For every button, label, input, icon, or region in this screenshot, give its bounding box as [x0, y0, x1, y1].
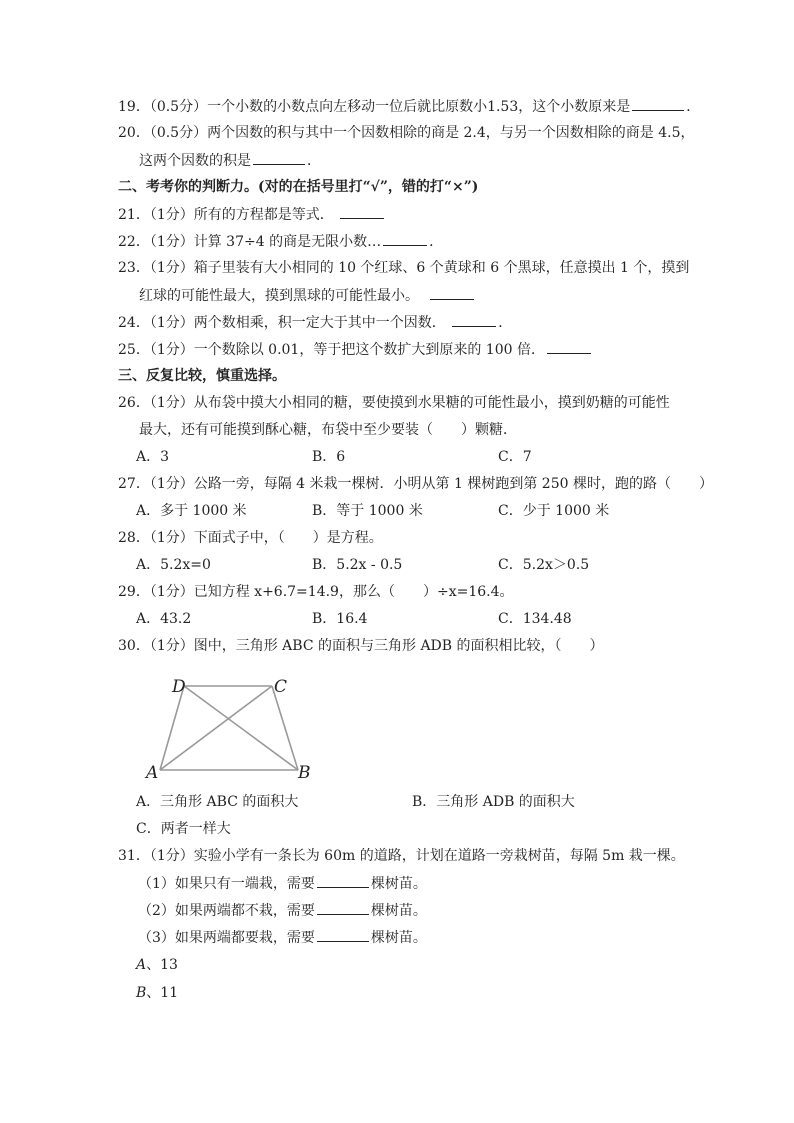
answer-blank[interactable] [317, 873, 369, 888]
q28-option-a[interactable]: A．5.2x=0 [136, 557, 211, 573]
q30-option-c[interactable]: C．两者一样大 [136, 821, 231, 837]
question-27-line1: 27．（1分）公路一旁，每隔 4 米栽一棵树．小明从第 1 棵树跑到第 250 棵时，跑的路（ ） [118, 476, 713, 492]
answer-blank[interactable] [253, 150, 305, 165]
q28-option-c[interactable]: C．5.2x＞0.5 [498, 557, 590, 573]
question-29-line1: 29．（1分）已知方程 x+6.7=14.9，那么（ ）÷x=16.4。 [118, 584, 514, 600]
q29-option-a[interactable]: A．43.2 [136, 611, 192, 627]
question-28-line1: 28．（1分）下面式子中，（ ）是方程。 [118, 530, 383, 546]
trapezoid-figure [140, 670, 320, 785]
question-30-line1: 30．（1分）图中，三角形 ABC 的面积与三角形 ADB 的面积相比较，（ ） [118, 638, 604, 654]
question-19: 19．（0.5分）一个小数的小数点向左移动一位后就比原数小1.53，这个小数原来是 ． [118, 96, 700, 117]
question-23-line1: 23．（1分）箱子里装有大小相同的 10 个红球、6 个黄球和 6 个黑球，任意摸出 1 个，摸到 [118, 260, 690, 276]
q31-option-b[interactable]: B、11 [136, 985, 179, 1001]
q29-option-b[interactable]: B．16.4 [312, 611, 368, 627]
label-c: C [274, 677, 288, 697]
q27-option-a[interactable]: A．多于 1000 米 [136, 503, 247, 519]
answer-blank[interactable] [452, 312, 496, 327]
q31-sub-3: （3）如果两端都要栽，需要 棵树苗。 [138, 927, 427, 948]
q29-option-c[interactable]: C．134.48 [498, 611, 572, 627]
q26-option-c[interactable]: C．7 [498, 449, 532, 465]
q27-option-c[interactable]: C．少于 1000 米 [498, 503, 610, 519]
diagonal-db [184, 686, 298, 770]
question-22: 22．（1分）计算 37÷4 的商是无限小数… ． [118, 231, 443, 252]
section-3-heading: 三、反复比较，慎重选择。 [118, 368, 286, 384]
question-25: 25．（1分）一个数除以 0.01，等于把这个数扩大到原来的 100 倍． [118, 339, 593, 360]
question-24: 24．（1分）两个数相乘，积一定大于其中一个因数． ． [118, 312, 512, 333]
q26-option-b[interactable]: B．6 [312, 449, 346, 465]
q27-option-b[interactable]: B．等于 1000 米 [312, 503, 423, 519]
q31-option-a[interactable]: A、13 [136, 957, 178, 973]
q31-sub-2: （2）如果两端都不栽，需要 棵树苗。 [138, 900, 427, 921]
edge-cb [272, 686, 298, 770]
label-a: A [146, 763, 159, 783]
question-23-line2: 红球的可能性最大，摸到黑球的可能性最小。 [139, 285, 476, 306]
answer-blank[interactable] [383, 231, 427, 246]
question-20-line1: 20．（0.5分）两个因数的积与其中一个因数相除的商是 2.4，与另一个因数相除的商是 4.5， [118, 125, 695, 141]
answer-blank[interactable] [632, 96, 684, 111]
question-26-line2: 最大，还有可能摸到酥心糖，布袋中至少要装（ ）颗糖． [139, 422, 517, 438]
answer-blank[interactable] [430, 285, 474, 300]
diagonal-ca [160, 686, 272, 770]
q26-option-a[interactable]: A．3 [136, 449, 170, 465]
question-20-line2: 这两个因数的积是 ． [139, 150, 321, 171]
answer-blank[interactable] [317, 927, 369, 942]
question-21: 21．（1分）所有的方程都是等式． [118, 204, 386, 225]
q30-option-a[interactable]: A．三角形 ABC 的面积大 [136, 794, 299, 810]
answer-blank[interactable] [317, 900, 369, 915]
label-d: D [172, 677, 186, 697]
answer-blank[interactable] [340, 204, 384, 219]
q30-option-b[interactable]: B．三角形 ADB 的面积大 [412, 794, 575, 810]
section-2-heading: 二、考考你的判断力。(对的在括号里打“√”，错的打“×”) [118, 179, 479, 195]
label-b: B [298, 763, 311, 783]
question-31-line1: 31．（1分）实验小学有一条长为 60m 的道路，计划在道路一旁栽树苗，每隔 5m 栽一棵。 [118, 848, 685, 864]
q31-sub-1: （1）如果只有一端栽，需要 棵树苗。 [138, 873, 427, 894]
edge-da [160, 686, 184, 770]
question-26-line1: 26．（1分）从布袋中摸大小相同的糖，要使摸到水果糖的可能性最小，摸到奶糖的可能性 [118, 395, 670, 411]
answer-blank[interactable] [547, 339, 591, 354]
q28-option-b[interactable]: B．5.2x - 0.5 [312, 557, 403, 573]
